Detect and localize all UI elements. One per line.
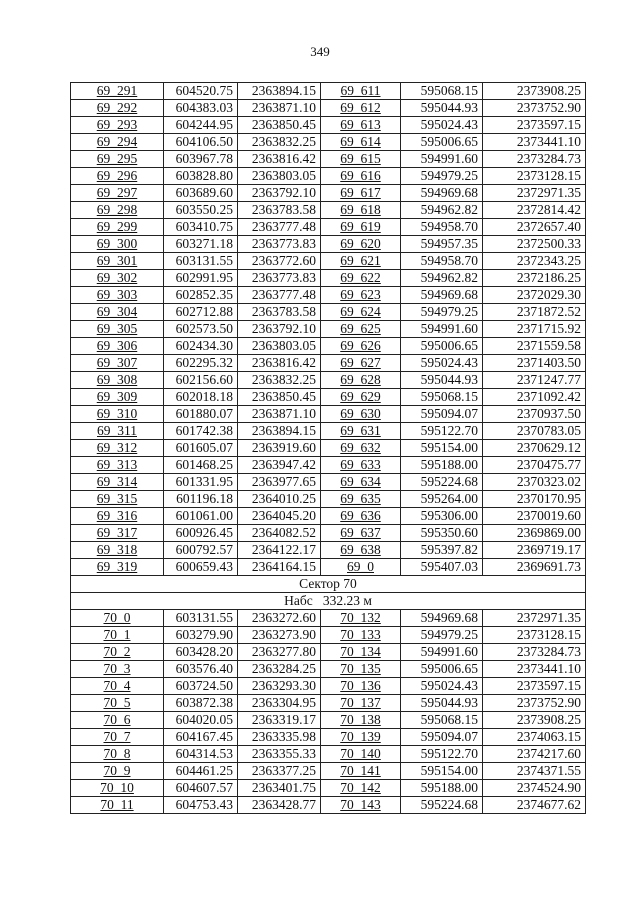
x-coordinate: 603967.78 (164, 151, 238, 168)
x-coordinate: 595094.07 (401, 729, 483, 746)
point-id: 69_620 (321, 236, 401, 253)
x-coordinate: 594962.82 (401, 270, 483, 287)
point-id: 69_316 (71, 508, 164, 525)
x-coordinate: 595068.15 (401, 712, 483, 729)
point-id: 70_134 (321, 644, 401, 661)
point-id: 69_312 (71, 440, 164, 457)
x-coordinate: 604383.03 (164, 100, 238, 117)
x-coordinate: 600659.43 (164, 559, 238, 576)
y-coordinate: 2363894.15 (238, 83, 321, 100)
table-row (71, 729, 586, 746)
table-row (71, 406, 586, 423)
table-row (71, 304, 586, 321)
x-coordinate: 595024.43 (401, 678, 483, 695)
x-coordinate: 595024.43 (401, 355, 483, 372)
table-row (71, 236, 586, 253)
x-coordinate: 604244.95 (164, 117, 238, 134)
point-id: 70_136 (321, 678, 401, 695)
point-id: 69_300 (71, 236, 164, 253)
y-coordinate: 2363377.25 (238, 763, 321, 780)
point-id: 69_305 (71, 321, 164, 338)
point-id: 69_615 (321, 151, 401, 168)
x-coordinate: 595006.65 (401, 134, 483, 151)
table-row (71, 202, 586, 219)
y-coordinate: 2363783.58 (238, 304, 321, 321)
x-coordinate: 594991.60 (401, 644, 483, 661)
y-coordinate: 2363803.05 (238, 338, 321, 355)
y-coordinate: 2363428.77 (238, 797, 321, 814)
table-row (71, 457, 586, 474)
x-coordinate: 603428.20 (164, 644, 238, 661)
point-id: 69_624 (321, 304, 401, 321)
y-coordinate: 2363355.33 (238, 746, 321, 763)
y-coordinate: 2374217.60 (483, 746, 586, 763)
x-coordinate: 603689.60 (164, 185, 238, 202)
point-id: 69_311 (71, 423, 164, 440)
x-coordinate: 604520.75 (164, 83, 238, 100)
x-coordinate: 594957.35 (401, 236, 483, 253)
point-id: 70_1 (71, 627, 164, 644)
x-coordinate: 594969.68 (401, 185, 483, 202)
x-coordinate: 604020.05 (164, 712, 238, 729)
sector-69-rows (71, 83, 586, 576)
point-id: 70_143 (321, 797, 401, 814)
point-id: 70_9 (71, 763, 164, 780)
y-coordinate: 2363273.90 (238, 627, 321, 644)
coordinates-table (70, 82, 586, 814)
y-coordinate: 2372029.30 (483, 287, 586, 304)
x-coordinate: 595154.00 (401, 440, 483, 457)
x-coordinate: 600926.45 (164, 525, 238, 542)
y-coordinate: 2374371.55 (483, 763, 586, 780)
y-coordinate: 2363792.10 (238, 185, 321, 202)
y-coordinate: 2363293.30 (238, 678, 321, 695)
y-coordinate: 2363894.15 (238, 423, 321, 440)
point-id: 69_619 (321, 219, 401, 236)
y-coordinate: 2373284.73 (483, 151, 586, 168)
x-coordinate: 602156.60 (164, 372, 238, 389)
table-row (71, 508, 586, 525)
point-id: 69_317 (71, 525, 164, 542)
x-coordinate: 603872.38 (164, 695, 238, 712)
y-coordinate: 2370629.12 (483, 440, 586, 457)
table-row (71, 559, 586, 576)
point-id: 69_611 (321, 83, 401, 100)
x-coordinate: 601468.25 (164, 457, 238, 474)
point-id: 70_133 (321, 627, 401, 644)
y-coordinate: 2363773.83 (238, 236, 321, 253)
y-coordinate: 2372971.35 (483, 610, 586, 627)
point-id: 70_8 (71, 746, 164, 763)
x-coordinate: 603131.55 (164, 253, 238, 270)
y-coordinate: 2363783.58 (238, 202, 321, 219)
y-coordinate: 2373441.10 (483, 661, 586, 678)
point-id: 69_632 (321, 440, 401, 457)
y-coordinate: 2363871.10 (238, 100, 321, 117)
x-coordinate: 594958.70 (401, 219, 483, 236)
y-coordinate: 2363816.42 (238, 151, 321, 168)
point-id: 70_6 (71, 712, 164, 729)
table-row (71, 151, 586, 168)
point-id: 69_295 (71, 151, 164, 168)
x-coordinate: 601742.38 (164, 423, 238, 440)
y-coordinate: 2374677.62 (483, 797, 586, 814)
x-coordinate: 595188.00 (401, 780, 483, 797)
point-id: 69_634 (321, 474, 401, 491)
x-coordinate: 603131.55 (164, 610, 238, 627)
y-coordinate: 2363947.42 (238, 457, 321, 474)
y-coordinate: 2373597.15 (483, 678, 586, 695)
x-coordinate: 602573.50 (164, 321, 238, 338)
point-id: 69_613 (321, 117, 401, 134)
x-coordinate: 595407.03 (401, 559, 483, 576)
table-row (71, 287, 586, 304)
point-id: 69_631 (321, 423, 401, 440)
sector-header (71, 576, 586, 610)
point-id: 70_137 (321, 695, 401, 712)
table-row (71, 100, 586, 117)
table-row (71, 372, 586, 389)
x-coordinate: 595224.68 (401, 474, 483, 491)
x-coordinate: 595024.43 (401, 117, 483, 134)
x-coordinate: 602712.88 (164, 304, 238, 321)
point-id: 69_291 (71, 83, 164, 100)
y-coordinate: 2373752.90 (483, 100, 586, 117)
x-coordinate: 594969.68 (401, 610, 483, 627)
y-coordinate: 2372186.25 (483, 270, 586, 287)
y-coordinate: 2372814.42 (483, 202, 586, 219)
table-row (71, 661, 586, 678)
table-row (71, 491, 586, 508)
x-coordinate: 595044.93 (401, 372, 483, 389)
table-row (71, 644, 586, 661)
y-coordinate: 2373128.15 (483, 627, 586, 644)
point-id: 70_4 (71, 678, 164, 695)
x-coordinate: 595006.65 (401, 661, 483, 678)
point-id: 70_139 (321, 729, 401, 746)
point-id: 70_7 (71, 729, 164, 746)
x-coordinate: 595094.07 (401, 406, 483, 423)
y-coordinate: 2363277.80 (238, 644, 321, 661)
point-id: 69_319 (71, 559, 164, 576)
x-coordinate: 595044.93 (401, 100, 483, 117)
y-coordinate: 2363777.48 (238, 219, 321, 236)
y-coordinate: 2363871.10 (238, 406, 321, 423)
point-id: 69_633 (321, 457, 401, 474)
point-id: 70_2 (71, 644, 164, 661)
x-coordinate: 601061.00 (164, 508, 238, 525)
x-coordinate: 601605.07 (164, 440, 238, 457)
point-id: 69_310 (71, 406, 164, 423)
point-id: 70_10 (71, 780, 164, 797)
table-row (71, 780, 586, 797)
point-id: 69_635 (321, 491, 401, 508)
point-id: 69_618 (321, 202, 401, 219)
y-coordinate: 2369869.00 (483, 525, 586, 542)
point-id: 70_132 (321, 610, 401, 627)
y-coordinate: 2370323.02 (483, 474, 586, 491)
point-id: 69_617 (321, 185, 401, 202)
x-coordinate: 595264.00 (401, 491, 483, 508)
point-id: 69_299 (71, 219, 164, 236)
point-id: 69_623 (321, 287, 401, 304)
table-row (71, 338, 586, 355)
x-coordinate: 594962.82 (401, 202, 483, 219)
point-id: 69_638 (321, 542, 401, 559)
point-id: 69_614 (321, 134, 401, 151)
sector-subtitle: Набс 332.23 м (71, 593, 586, 610)
table-row (71, 253, 586, 270)
point-id: 69_307 (71, 355, 164, 372)
table-row (71, 219, 586, 236)
table-row (71, 542, 586, 559)
point-id: 69_636 (321, 508, 401, 525)
x-coordinate: 595122.70 (401, 423, 483, 440)
point-id: 69_627 (321, 355, 401, 372)
x-coordinate: 594979.25 (401, 304, 483, 321)
table-row (71, 610, 586, 627)
point-id: 69_292 (71, 100, 164, 117)
x-coordinate: 603724.50 (164, 678, 238, 695)
x-coordinate: 603550.25 (164, 202, 238, 219)
point-id: 69_313 (71, 457, 164, 474)
point-id: 69_625 (321, 321, 401, 338)
y-coordinate: 2363792.10 (238, 321, 321, 338)
y-coordinate: 2364122.17 (238, 542, 321, 559)
y-coordinate: 2373908.25 (483, 712, 586, 729)
x-coordinate: 595044.93 (401, 695, 483, 712)
y-coordinate: 2364010.25 (238, 491, 321, 508)
point-id: 70_142 (321, 780, 401, 797)
x-coordinate: 604314.53 (164, 746, 238, 763)
y-coordinate: 2369719.17 (483, 542, 586, 559)
y-coordinate: 2363832.25 (238, 134, 321, 151)
table-row (71, 627, 586, 644)
table-row (71, 712, 586, 729)
point-id: 70_11 (71, 797, 164, 814)
point-id: 69_315 (71, 491, 164, 508)
point-id: 69_637 (321, 525, 401, 542)
y-coordinate: 2371403.50 (483, 355, 586, 372)
point-id: 69_297 (71, 185, 164, 202)
x-coordinate: 603576.40 (164, 661, 238, 678)
point-id: 69_296 (71, 168, 164, 185)
y-coordinate: 2363777.48 (238, 287, 321, 304)
y-coordinate: 2371559.58 (483, 338, 586, 355)
table-row (71, 746, 586, 763)
y-coordinate: 2372343.25 (483, 253, 586, 270)
page-number: 349 (310, 44, 330, 59)
point-id: 69_309 (71, 389, 164, 406)
x-coordinate: 594979.25 (401, 168, 483, 185)
y-coordinate: 2363816.42 (238, 355, 321, 372)
point-id: 69_318 (71, 542, 164, 559)
point-id: 69_298 (71, 202, 164, 219)
y-coordinate: 2363335.98 (238, 729, 321, 746)
point-id: 69_301 (71, 253, 164, 270)
x-coordinate: 594979.25 (401, 627, 483, 644)
x-coordinate: 604607.57 (164, 780, 238, 797)
point-id: 69_293 (71, 117, 164, 134)
y-coordinate: 2363803.05 (238, 168, 321, 185)
x-coordinate: 600792.57 (164, 542, 238, 559)
y-coordinate: 2364045.20 (238, 508, 321, 525)
x-coordinate: 595122.70 (401, 746, 483, 763)
point-id: 69_621 (321, 253, 401, 270)
x-coordinate: 594969.68 (401, 287, 483, 304)
table-row (71, 321, 586, 338)
y-coordinate: 2371872.52 (483, 304, 586, 321)
point-id: 70_0 (71, 610, 164, 627)
y-coordinate: 2363832.25 (238, 372, 321, 389)
y-coordinate: 2370475.77 (483, 457, 586, 474)
y-coordinate: 2373752.90 (483, 695, 586, 712)
table-row (71, 440, 586, 457)
x-coordinate: 602434.30 (164, 338, 238, 355)
point-id: 69_306 (71, 338, 164, 355)
table-row (71, 83, 586, 100)
x-coordinate: 602852.35 (164, 287, 238, 304)
x-coordinate: 595350.60 (401, 525, 483, 542)
point-id: 69_304 (71, 304, 164, 321)
x-coordinate: 595006.65 (401, 338, 483, 355)
y-coordinate: 2370170.95 (483, 491, 586, 508)
x-coordinate: 595306.00 (401, 508, 483, 525)
point-id: 70_141 (321, 763, 401, 780)
table-row (71, 678, 586, 695)
point-id: 69_626 (321, 338, 401, 355)
point-id: 70_135 (321, 661, 401, 678)
y-coordinate: 2363304.95 (238, 695, 321, 712)
x-coordinate: 595224.68 (401, 797, 483, 814)
x-coordinate: 604167.45 (164, 729, 238, 746)
y-coordinate: 2373284.73 (483, 644, 586, 661)
x-coordinate: 603271.18 (164, 236, 238, 253)
y-coordinate: 2363272.60 (238, 610, 321, 627)
y-coordinate: 2372657.40 (483, 219, 586, 236)
y-coordinate: 2371247.77 (483, 372, 586, 389)
x-coordinate: 602018.18 (164, 389, 238, 406)
x-coordinate: 601880.07 (164, 406, 238, 423)
x-coordinate: 594991.60 (401, 321, 483, 338)
point-id: 70_140 (321, 746, 401, 763)
point-id: 69_629 (321, 389, 401, 406)
y-coordinate: 2371092.42 (483, 389, 586, 406)
point-id: 70_138 (321, 712, 401, 729)
table-row (71, 423, 586, 440)
y-coordinate: 2370019.60 (483, 508, 586, 525)
x-coordinate: 604753.43 (164, 797, 238, 814)
x-coordinate: 594991.60 (401, 151, 483, 168)
point-id: 69_612 (321, 100, 401, 117)
point-id: 69_302 (71, 270, 164, 287)
point-id: 69_622 (321, 270, 401, 287)
x-coordinate: 601331.95 (164, 474, 238, 491)
x-coordinate: 602295.32 (164, 355, 238, 372)
y-coordinate: 2363850.45 (238, 117, 321, 134)
table-row (71, 168, 586, 185)
table-row (71, 134, 586, 151)
table-row (71, 117, 586, 134)
table-row (71, 797, 586, 814)
table-row (71, 474, 586, 491)
y-coordinate: 2364082.52 (238, 525, 321, 542)
x-coordinate: 603828.80 (164, 168, 238, 185)
x-coordinate: 602991.95 (164, 270, 238, 287)
point-id: 70_3 (71, 661, 164, 678)
table-row (71, 355, 586, 372)
y-coordinate: 2373908.25 (483, 83, 586, 100)
point-id: 69_0 (321, 559, 401, 576)
point-id: 69_314 (71, 474, 164, 491)
y-coordinate: 2363977.65 (238, 474, 321, 491)
y-coordinate: 2373128.15 (483, 168, 586, 185)
x-coordinate: 595068.15 (401, 83, 483, 100)
sector-title: Сектор 70 (71, 576, 586, 593)
x-coordinate: 604461.25 (164, 763, 238, 780)
y-coordinate: 2363319.17 (238, 712, 321, 729)
point-id: 69_630 (321, 406, 401, 423)
table-row (71, 389, 586, 406)
y-coordinate: 2373597.15 (483, 117, 586, 134)
table-row (71, 185, 586, 202)
y-coordinate: 2370937.50 (483, 406, 586, 423)
point-id: 69_303 (71, 287, 164, 304)
y-coordinate: 2374063.15 (483, 729, 586, 746)
y-coordinate: 2363284.25 (238, 661, 321, 678)
y-coordinate: 2363401.75 (238, 780, 321, 797)
sector-70-rows (71, 610, 586, 814)
y-coordinate: 2363919.60 (238, 440, 321, 457)
y-coordinate: 2372971.35 (483, 185, 586, 202)
point-id: 70_5 (71, 695, 164, 712)
point-id: 69_628 (321, 372, 401, 389)
y-coordinate: 2370783.05 (483, 423, 586, 440)
y-coordinate: 2363850.45 (238, 389, 321, 406)
table-row (71, 270, 586, 287)
y-coordinate: 2369691.73 (483, 559, 586, 576)
x-coordinate: 595397.82 (401, 542, 483, 559)
x-coordinate: 595154.00 (401, 763, 483, 780)
x-coordinate: 604106.50 (164, 134, 238, 151)
table-row (71, 695, 586, 712)
x-coordinate: 601196.18 (164, 491, 238, 508)
y-coordinate: 2374524.90 (483, 780, 586, 797)
table-row (71, 763, 586, 780)
y-coordinate: 2371715.92 (483, 321, 586, 338)
x-coordinate: 595068.15 (401, 389, 483, 406)
x-coordinate: 594958.70 (401, 253, 483, 270)
table-row (71, 525, 586, 542)
x-coordinate: 603279.90 (164, 627, 238, 644)
y-coordinate: 2364164.15 (238, 559, 321, 576)
y-coordinate: 2363773.83 (238, 270, 321, 287)
y-coordinate: 2373441.10 (483, 134, 586, 151)
x-coordinate: 595188.00 (401, 457, 483, 474)
x-coordinate: 603410.75 (164, 219, 238, 236)
y-coordinate: 2363772.60 (238, 253, 321, 270)
point-id: 69_294 (71, 134, 164, 151)
point-id: 69_308 (71, 372, 164, 389)
y-coordinate: 2372500.33 (483, 236, 586, 253)
point-id: 69_616 (321, 168, 401, 185)
